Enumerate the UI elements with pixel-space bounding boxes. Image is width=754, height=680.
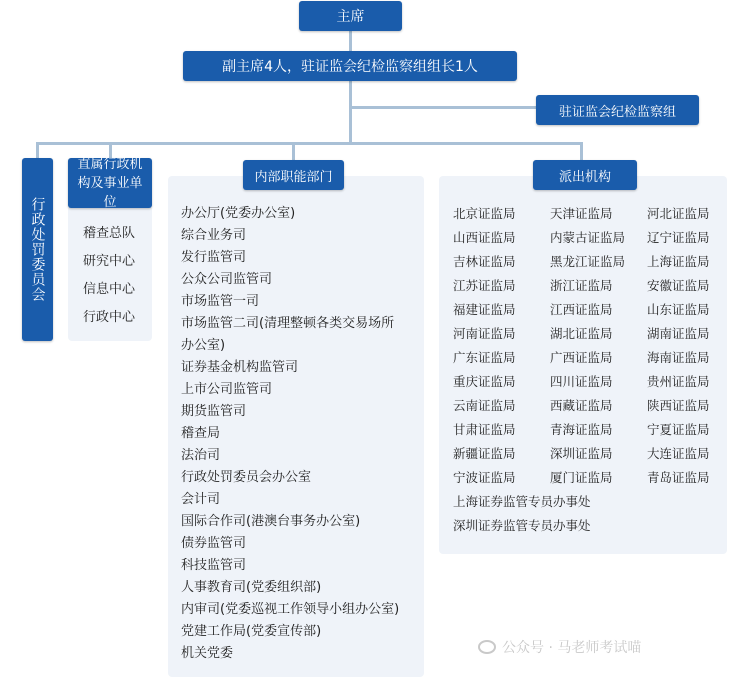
dispatched-item: 辽宁证监局 — [647, 230, 710, 245]
connector-drop-dispatched — [580, 142, 583, 160]
internal-item: 发行监管司 — [181, 250, 247, 265]
affiliated-item: 研究中心 — [83, 254, 136, 269]
penalty-committee-label: 行政处罚委员会 — [29, 197, 46, 302]
affiliated-item: 行政中心 — [83, 310, 136, 325]
internal-item: 国际合作司(港澳台事务办公室) — [181, 514, 361, 529]
internal-list — [181, 203, 399, 665]
connector-chair-vice — [349, 31, 352, 51]
internal-item: 法治司 — [181, 448, 221, 463]
dispatched-item: 湖南证监局 — [647, 326, 710, 341]
dispatched-item: 甘肃证监局 — [453, 422, 516, 437]
chairman-box — [299, 1, 402, 31]
dispatched-grid — [453, 202, 737, 490]
dispatched-item: 湖北证监局 — [550, 326, 613, 341]
chairman-label: 主席 — [336, 9, 365, 25]
wechat-icon — [478, 640, 496, 654]
dispatched-item: 山东证监局 — [647, 302, 710, 317]
affiliated-title-box — [68, 158, 152, 208]
internal-title: 内部职能部门 — [254, 169, 333, 185]
internal-item: 人事教育司(党委组织部) — [181, 580, 322, 595]
watermark — [478, 637, 641, 657]
dispatched-item: 陕西证监局 — [647, 398, 710, 413]
dispatched-item: 山西证监局 — [453, 230, 516, 245]
dispatched-item: 广东证监局 — [453, 350, 516, 365]
dispatched-item: 江西证监局 — [550, 302, 613, 317]
special-office-shanghai: 上海证券监管专员办事处 — [453, 494, 591, 509]
dispatched-item: 黑龙江证监局 — [550, 254, 626, 269]
dispatched-item: 上海证监局 — [647, 254, 710, 269]
dispatched-item: 深圳证监局 — [550, 446, 613, 461]
connector-vice-down — [349, 81, 352, 145]
dispatched-item: 广西证监局 — [550, 350, 613, 365]
affiliated-item: 信息中心 — [83, 282, 136, 297]
dispatched-item: 青海证监局 — [550, 422, 613, 437]
dispatched-item: 青岛证监局 — [647, 470, 710, 485]
internal-item: 科技监管司 — [181, 558, 247, 573]
dispatched-item: 宁波证监局 — [453, 470, 516, 485]
dispatched-item: 西藏证监局 — [550, 398, 613, 413]
connector-discipline-horizontal — [349, 106, 536, 109]
internal-item: 公众公司监管司 — [181, 272, 273, 287]
internal-item: 行政处罚委员会办公室 — [181, 470, 312, 485]
dispatched-item: 河南证监局 — [453, 326, 516, 341]
discipline-group-label: 驻证监会纪检监察组 — [558, 104, 676, 120]
connector-main-horizontal — [36, 142, 583, 145]
dispatched-item: 江苏证监局 — [453, 278, 516, 293]
dispatched-item: 四川证监局 — [550, 374, 613, 389]
affiliated-item: 稽查总队 — [83, 226, 136, 241]
dispatched-item: 北京证监局 — [453, 206, 516, 221]
internal-item: 市场监管二司(清理整顿各类交易场所 — [181, 316, 395, 331]
internal-item: 办公厅(党委办公室) — [181, 206, 296, 221]
vice-chairman-box — [183, 51, 517, 81]
internal-item: 期货监管司 — [181, 404, 247, 419]
discipline-group-box — [536, 95, 699, 125]
internal-title-box — [243, 160, 344, 190]
dispatched-item: 新疆证监局 — [453, 446, 516, 461]
affiliated-list — [83, 220, 135, 332]
dispatched-item: 贵州证监局 — [647, 374, 710, 389]
internal-item: 市场监管一司 — [181, 294, 260, 309]
watermark-text: 公众号 · 马老师考试喵 — [502, 640, 642, 656]
dispatched-item: 海南证监局 — [647, 350, 710, 365]
internal-item: 综合业务司 — [181, 228, 247, 243]
dispatched-item: 内蒙古证监局 — [550, 230, 626, 245]
vice-chairman-label: 副主席4人，驻证监会纪检监察组组长1人 — [222, 59, 478, 75]
penalty-committee-box — [22, 158, 53, 341]
connector-drop-penalty — [36, 142, 39, 159]
dispatched-item: 河北证监局 — [647, 206, 710, 221]
dispatched-item: 浙江证监局 — [550, 278, 613, 293]
dispatched-item: 天津证监局 — [550, 206, 613, 221]
internal-item: 内审司(党委巡视工作领导小组办公室) — [181, 602, 400, 617]
dispatched-item: 宁夏证监局 — [647, 422, 710, 437]
dispatched-item: 福建证监局 — [453, 302, 516, 317]
dispatched-item: 大连证监局 — [647, 446, 710, 461]
internal-item: 机关党委 — [181, 646, 234, 661]
internal-item: 党建工作局(党委宣传部) — [181, 624, 322, 639]
dispatched-title: 派出机构 — [558, 169, 611, 185]
internal-item: 稽查局 — [181, 426, 221, 441]
dispatched-title-box — [533, 160, 637, 190]
internal-item: 债券监管司 — [181, 536, 247, 551]
dispatched-item: 吉林证监局 — [453, 254, 516, 269]
internal-item: 会计司 — [181, 492, 221, 507]
special-office-shenzhen: 深圳证券监管专员办事处 — [453, 518, 591, 533]
dispatched-item: 安徽证监局 — [647, 278, 710, 293]
dispatched-item: 云南证监局 — [453, 398, 516, 413]
connector-drop-internal — [292, 142, 295, 160]
affiliated-title: 直属行政机构及事业单位 — [77, 156, 143, 210]
internal-item: 证券基金机构监管司 — [181, 360, 299, 375]
internal-item: 上市公司监管司 — [181, 382, 273, 397]
dispatched-item: 重庆证监局 — [453, 374, 516, 389]
dispatched-item: 厦门证监局 — [550, 470, 613, 485]
internal-item: 办公室) — [181, 338, 226, 353]
